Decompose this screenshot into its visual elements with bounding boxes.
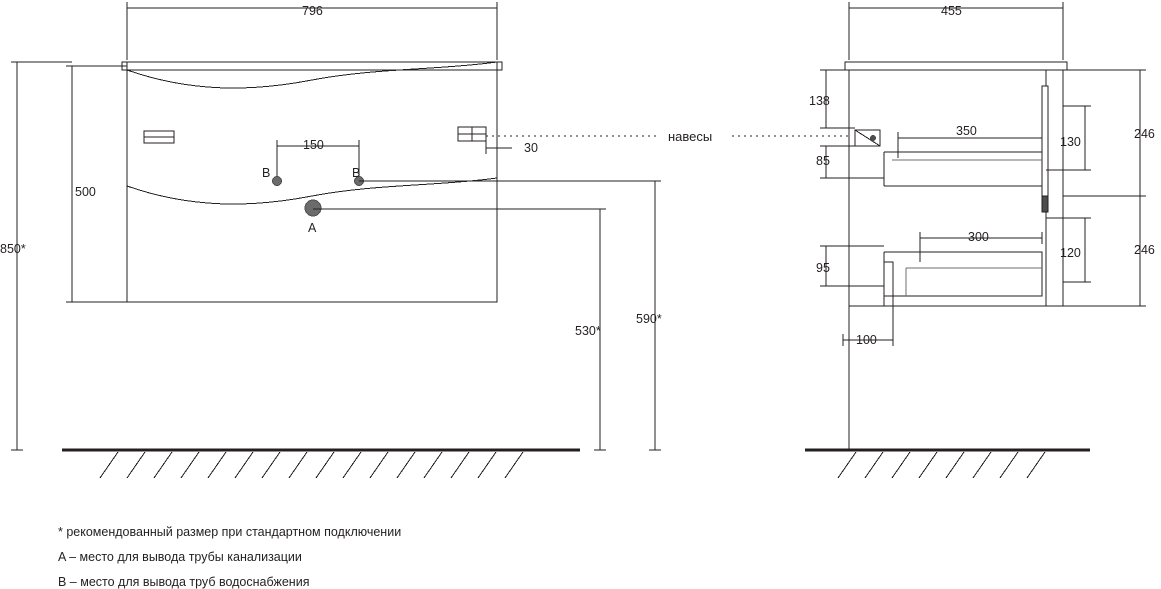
label-front-30: 30 [524,141,538,155]
label-marker-a: A [308,221,317,235]
label-side-246-bottom: 246 [1134,243,1155,257]
label-side-130: 130 [1060,135,1081,149]
floor-hatch-front [100,452,523,478]
label-front-150: 150 [303,138,324,152]
front-handle-upper-right [458,127,486,141]
label-front-530: 530* [575,324,601,338]
label-side-246-top: 246 [1134,127,1155,141]
legend-line-3: B – место для вывода труб водоснабжения [58,575,310,589]
dim-front-500 [66,66,127,302]
marker-a-dot [305,200,321,216]
label-side-138: 138 [809,94,830,108]
legend-line-1: * рекомендованный размер при стандартном подключении [58,525,402,539]
label-front-500: 500 [75,185,96,199]
label-side-120: 120 [1060,246,1081,260]
floor-hatch-side [838,452,1045,478]
marker-b-left-dot [273,177,282,186]
label-front-590: 590* [636,312,662,326]
label-side-100: 100 [856,333,877,347]
label-marker-b-left: B [262,166,271,180]
label-side-95: 95 [816,261,830,275]
front-cabinet-body [122,62,502,302]
label-side-width: 455 [941,4,962,18]
label-side-350: 350 [956,124,977,138]
label-front-width: 796 [302,4,323,18]
label-front-850: 850* [0,242,26,256]
label-hangers: навесы [668,129,713,144]
legend-line-2: A – место для вывода трубы канализации [58,550,302,564]
label-marker-b-right: B [352,166,361,180]
label-side-85: 85 [816,154,830,168]
front-handle-upper-left [144,131,174,143]
side-cabinet-body [845,62,1067,306]
dim-front-850 [11,62,72,450]
label-side-300: 300 [968,230,989,244]
